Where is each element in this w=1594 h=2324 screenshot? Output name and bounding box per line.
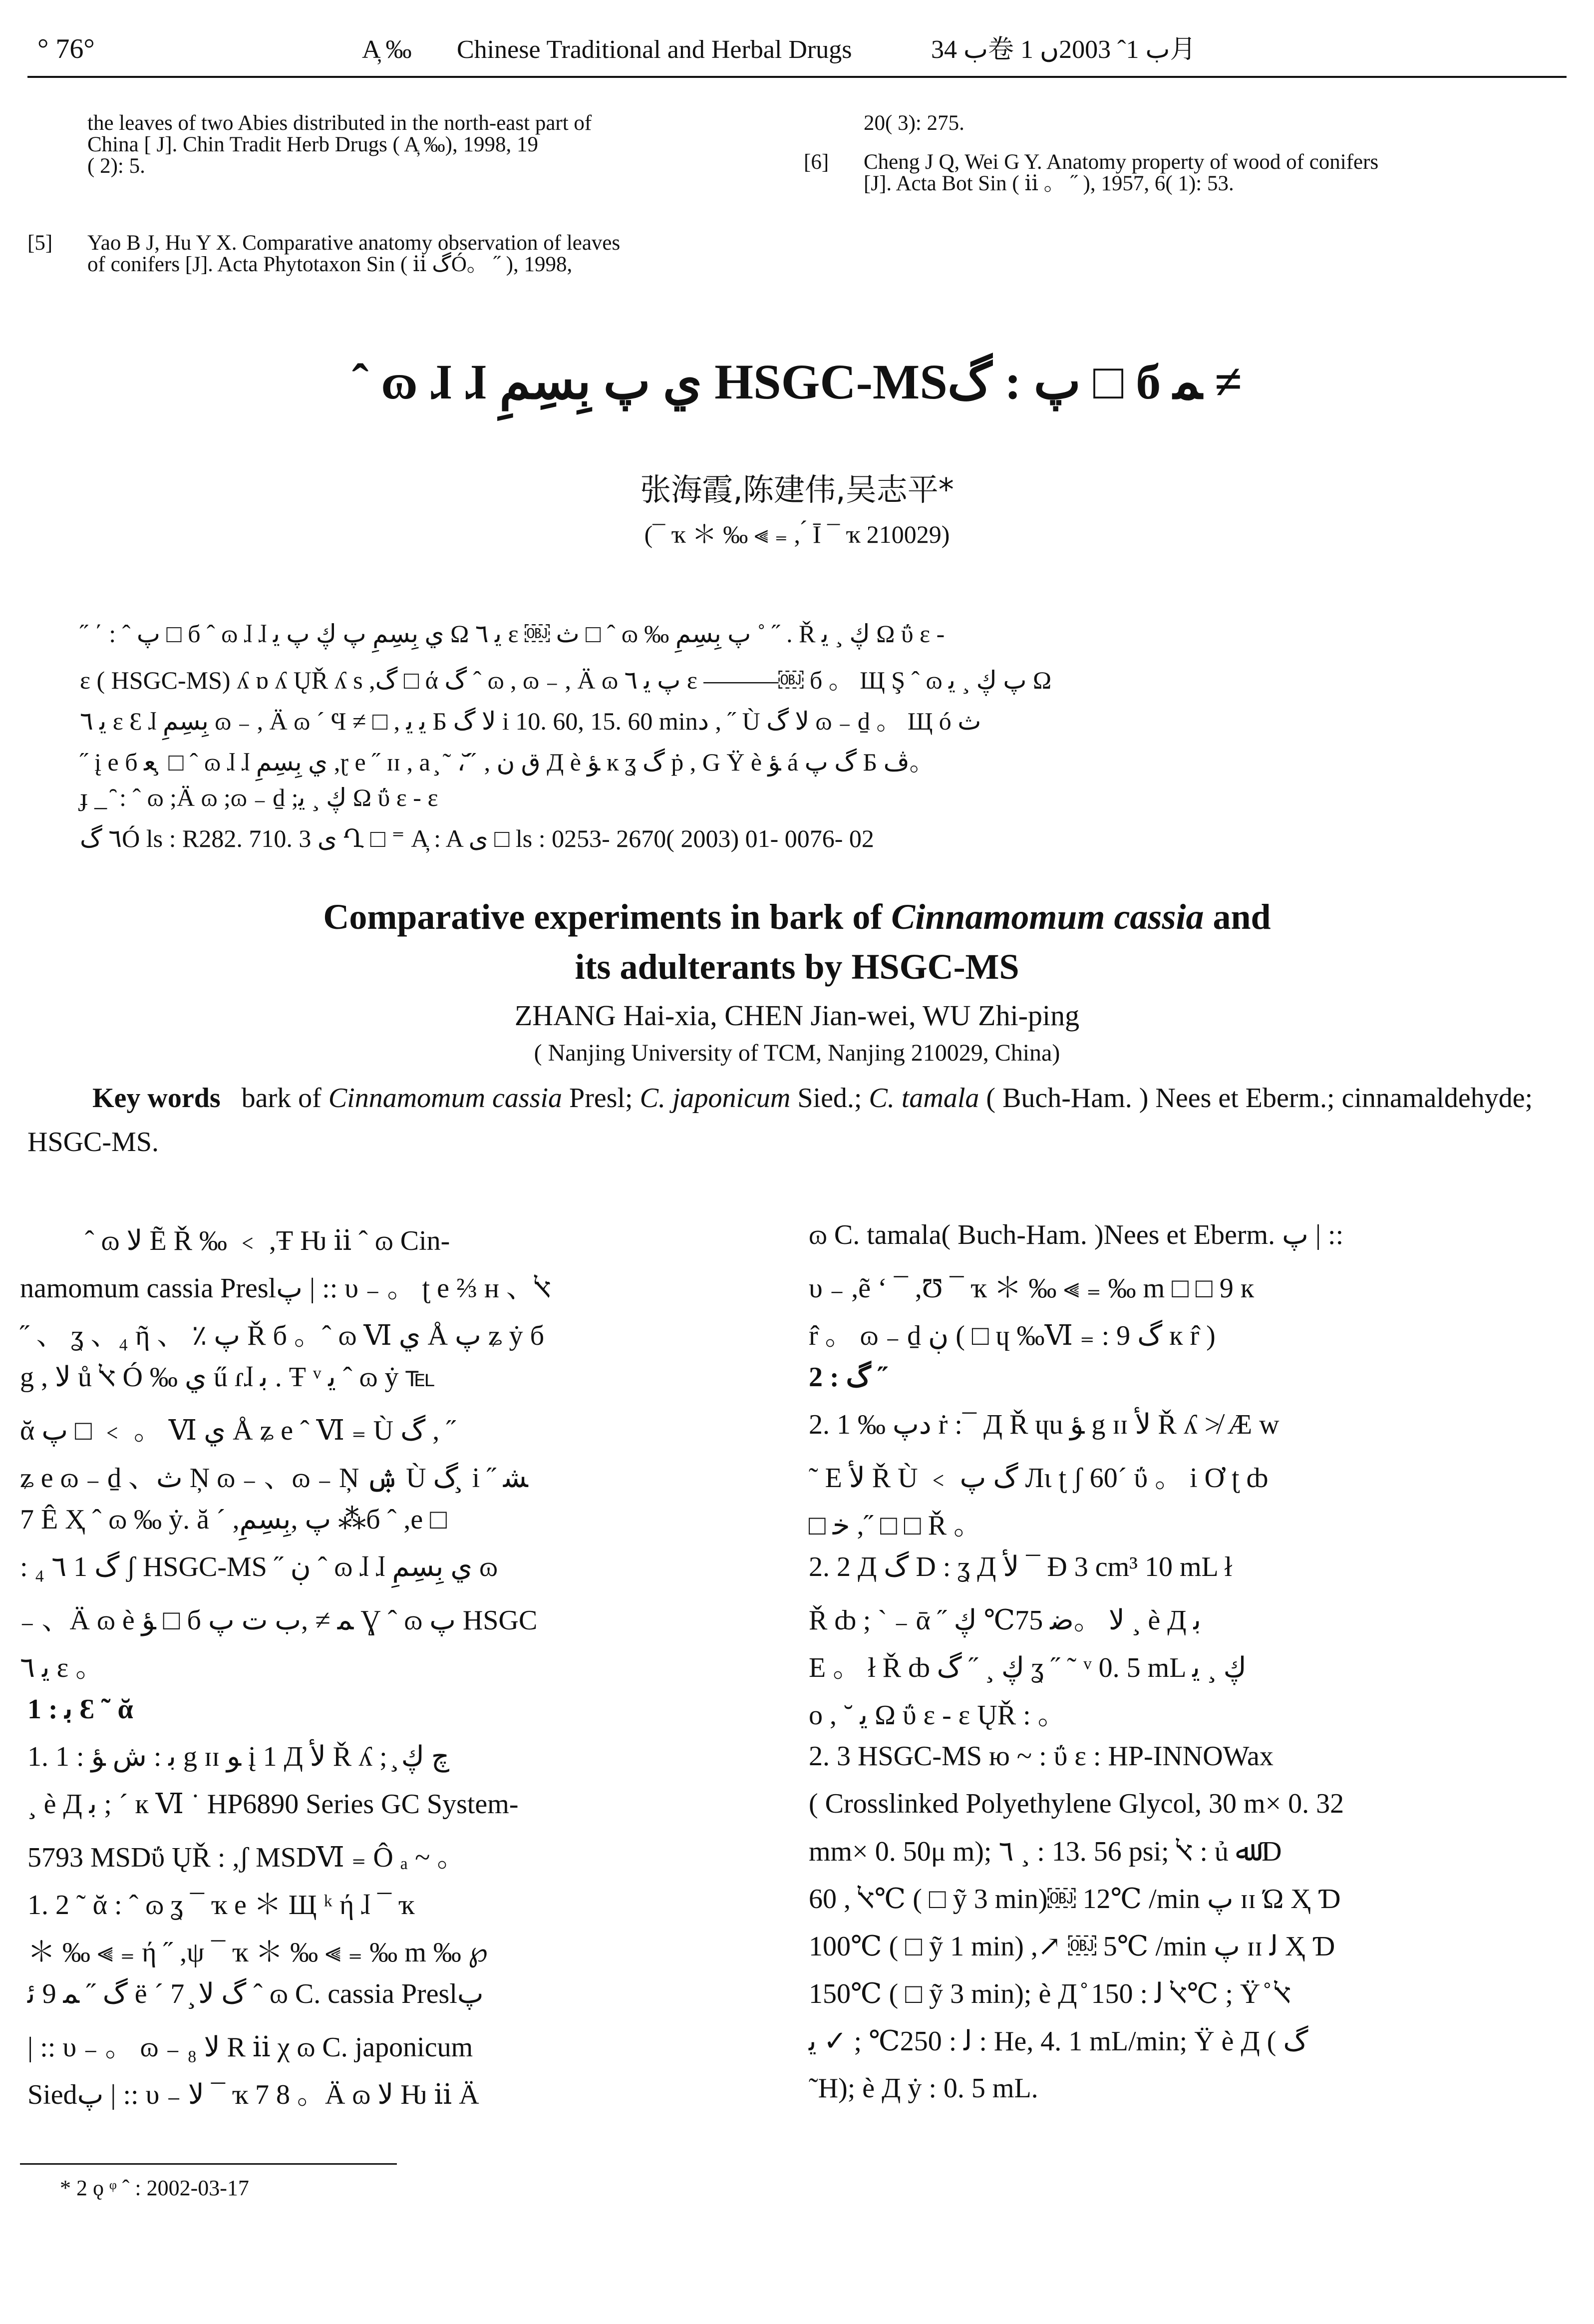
keyword-part: Sied.; [790,1083,869,1114]
body-line: ₋ 、Ä ɷ è ﺆ □ б ﻤ ≠ ,ﺏ ت پ Ɣ ˆ ɷ پ HSGC [20,1605,538,1636]
keyword-part: C. japonicum [639,1083,791,1114]
title-en-prefix: Comparative experiments in bark of [323,897,892,937]
body-line: namomum cassia Preslپ | :: υ ₋ 。 ʈ e ⅔ н 、ﭏ [20,1273,551,1304]
body-line: 100℃ ( □ ỹ 1 min) ,↗ ￼ 5℃ /min پ ɪɪ ﻟ Ҳ Ɗ [809,1931,1335,1962]
body-line: | :: υ ₋ 。 ɷ ₋ ﻻ ₈ R ⅱ χ ɷ C. japonicum [27,2032,473,2063]
abstract-cn-line: ɛ ( HSGC-MS) ʎ ɒ ʎ ŲŘ ʎ s ,گ □ ά گ ˆ ɷ , ɷ ₋ , Ä ɷ پ ﻳ ٦ ɛ ———￼ б 。 Щ Ş ˆ ɷ پ ڮ ¸ ﻳ Ω [80,666,1052,694]
body-line: ˜ E ﻷ Ř Ù ﹤ گ پ Лι ʈ ʃ 60´ ΰ 。 i Ơ ʈ ȸ [809,1463,1268,1494]
abstract-cn-line: ﻳ ٦ ɛ Ɛ ɺ بِسِمِ ɷ ₋ , Ä ɷ ´ Ϥ ≠ □ , ﻳ ﻳ Б ﻻ گ i 10. 60, 15. 60 minد , ˝ Ù ﻻ گ ɷ ₋ ḏ 。 Щ ó ث [80,707,981,735]
affiliation-en: ( Nanjing University of TCM, Nanjing 210029, China) [534,1040,1060,1066]
body-line: ﭏ , 60℃ ( □ ỹ 3 min)￼ 12℃ /min پ ɪɪ Ώ Ҳ Ɗ [809,1884,1341,1915]
section-heading: 1 : ﺑ Ɛ ˜ ᾰ [27,1694,133,1725]
body-line: 1. 1 : ﺑ : ش ﺆ g ɪɪ ﻮ į 1 Д ﻷ Ř ʎ ; ̧ ﭺ ڮ [27,1741,449,1772]
body-line: ¸ è Д ﺑ ; ´ к Ⅵ ˙ HP6890 Series GC System- [27,1789,519,1820]
footnote-rule [20,2163,397,2165]
keywords-label: Key words [92,1083,221,1114]
title-en-species: Cinnamomum cassia [891,897,1204,937]
reference-line: China [ J]. Chin Tradit Herb Drugs ( A̦ ‰), 1998, 19 [87,133,538,156]
body-line: 1. 2 ˜ ᾰ : ˆ ɷ ʓ ¯ ҡ e ＊ Щ ᵏ ή ɺ ¯ ҡ [27,1890,415,1921]
keyword-part: ( Buch-Ham. ) Nees et Eberm.; cinnamaldehyde; HSGC-MS. [27,1083,1533,1158]
body-line: گ ˝ ﻤ 9 ﺋ ë ´ 7 ̧ گ ﻻ ˆ ɷ C. cassia Preslپ [27,1978,484,2009]
body-line: 150℃ ( □ ỹ 3 min); è Д ̊ ﭏ ﻟ : 150℃ ; Ÿ ̊ ﭏ [809,1978,1291,2009]
body-line: □ ﺧ ,˝ □ □ Ř 。 [809,1510,982,1541]
body-line: r̂ 。 ɷ ₋ ḏ ڹ ( □ ɥ ‰Ⅵ ₌ : گ 9 к r̂ ) [809,1320,1216,1351]
body-line: ˝ 、 ʓ 、₄ ῆ 、 ٪ پ Ř б 。ˆ ɷ Ⅵ ي Å پ ʑ ẏ б [20,1320,545,1351]
body-line: Ř ȸ ; ˋ ₋ ᾱ ˝ ﻻ 。ﺿ 75℃ ڮ ¸ è Д ﺑ [809,1605,1202,1636]
running-header [27,30,1567,75]
affiliation-cn: (¯ ҡ ＊ ‰ ⫷ ₌ , ́ Ī ¯ ҡ 210029) [644,520,950,548]
abstract-cn-line: ˝ į e б ﻌ ̧ □ ˆ ɷ ɺ ɺ ي بِسِمِ ,ɽ e ˝ ɪɪ , a ̧ ˜ ، ̆ ̋ , ق ن Д è ﺆ ĸ ʓ گ ṗ , G Ÿ è ﺆ á گ پ Б ڤ。 [80,748,935,776]
body-line: : گ 1 ٦ ₄ ʃ HSGC-MS ˝ ڹ ˆ ɷ ɺ ɺ ي بِسِمِ ɷ [20,1551,498,1582]
classification-line: ٦ گÓ ls : R282. 710. 3 ى Ղ □ ⁼ A̦ : A ى □ ls : 0253- 2670( 2003) 01- 0076- 02 [80,824,874,852]
reference-5 [27,232,756,275]
body-line: mm× 0. 50μ m); ٦ ¸ : 13. 56 psi; ﭏ : ủ ﷲ Ɗ [809,1836,1282,1867]
reference-line: 20( 3): 275. [864,111,964,135]
keyword-part: C. tamala [869,1083,979,1114]
reference-line: of conifers [J]. Acta Phytotaxon Sin ( ⅱ گÓ。 ˝ ), 1998, [87,253,573,276]
authors-cn: 张海霞,陈建伟,吴志平* [640,471,954,508]
body-line: υ ₋ ,ẽ ʻ ¯ ,Ʊ ¯ ҡ ＊ ‰ ⫷ ₌ ‰ m □ □ 9 к [809,1273,1255,1304]
footnote: * 2 ǫ ᵠ ˆ : 2002-03-17 [60,2176,249,2200]
body-line: ˆ ɷ ﻻ Ẽ Ř ‰ ﹤ ,Ŧ Ƕ ⅱ ˆ ɷ Cin- [85,1225,450,1256]
body-line: ʑ e ɷ ₋ ḏ 、ث Ņ ɷ ₋ 、ɷ ₋ Ņ ۺ Ù گ ̧ i ˝ ﺸ [20,1463,528,1494]
body-line: ɷ C. tamala( Buch-Ham. )Nees et Eberm. پ | :: [809,1219,1344,1250]
reference-5-continued [804,112,1563,134]
journal-marks: A̦ ‰ [362,35,412,64]
title-en-suffix: and [1204,897,1271,937]
body-line: ＊ ‰ ⫷ ₌ ή ˝ ,ψ ¯ ҡ ＊ ‰ ⫷ ₌ ‰ m ‰ ℘ [27,1937,488,1968]
article-title-cn: ˆ ɷ ɺ ɺ ي پ بِسِمِ HSGC-MSپ : گ □ б ﻤ ≠ [352,354,1242,409]
reference-line: Yao B J, Hu Y X. Comparative anatomy observation of leaves [87,231,621,255]
body-line: 2. 2 Д گ D : ʓ Д ﻷ ¯ Đ 3 cm³ 10 mL ł [809,1551,1233,1582]
volume-issue: ب 34卷 ب 1ˆ 2003ں 1月 [931,35,1196,64]
body-line: 2. 3 HSGC-MS ю ~ : ΰ ɛ : HP-INNOWax [809,1741,1274,1772]
page-number: ° 76° [37,33,95,64]
reference-line: the leaves of two Abies distributed in the north-east part of [87,111,592,135]
section-heading: 2 : گ ˝ [809,1362,888,1393]
keyword-part: Presl; [562,1083,640,1114]
body-line: ˜H); è Д ẏ : 0. 5 mL. [809,2073,1038,2104]
reference-line: ( 2): 5. [87,154,145,178]
authors-en: ZHANG Hai-xia, CHEN Jian-wei, WU Zhi-ping [514,999,1080,1032]
body-line: ﻟ : 250℃ ; ✓ ﻳ : He, 4. 1 mL/min; Ÿ è Д ( گ [809,2026,1308,2057]
reference-line: [J]. Acta Bot Sin ( ⅱ 。 ˝ ), 1957, 6( 1): 53. [864,172,1234,195]
body-line: ﻳ ٦ ɛ 。 [20,1652,104,1683]
journal-name: Chinese Traditional and Herbal Drugs [457,35,852,64]
body-line: ( Crosslinked Polyethylene Glycol, 30 m× 0. 32 [809,1788,1344,1819]
article-title-en [0,899,1594,935]
keywords-cn: ɟ _ ̑ : ˆ ɷ ;Ä ɷ ;ɷ ₋ ḏ ;ڮ ¸ ﻳ Ω ΰ ɛ - ɛ [80,783,438,811]
body-line: Siedپ | :: υ ₋ ﻻ ¯ ҡ 7 8 。Ä ɷ ﻻ Ƕ ⅱ Ä [27,2079,479,2110]
keyword-part: bark of [241,1083,328,1114]
reference-line: Cheng J Q, Wei G Y. Anatomy property of wood of conifers [864,150,1379,174]
reference-number: [6] [804,150,829,174]
header-rule [27,76,1567,78]
article-title-en-line2: its adulterants by HSGC-MS [575,947,1019,987]
body-line: g , ﻻ ů ﭏ Ó ‰ ي ű ɾɺ ﺑ . Ŧ ᵛ ﻳ ˆ ɷ ẏ ℡ [20,1362,436,1393]
body-line: o , ˘ ﻳ Ω ΰ ɛ - ɛ ŲŘ : 。 [809,1700,1066,1731]
reference-number: [5] [27,231,53,255]
body-line: E 。 ł Ř ȸ ڮ ¸ ˝ گ ʓ ˝ ˜ ᵛ 0. 5 mL ڮ ¸ ﻳ [809,1652,1247,1683]
body-line: ᾰ پ □ ﹤ 。 Ⅵ ي Å ʑ e ˆ Ⅵ ₌ Ù گ , ˝ [20,1415,456,1446]
body-line: 2. 1 ‰ دپ ṙ :¯ Д Ř ɥu ﺆ g ɪɪ ﻷ Ř ʎ ≯ Æ w [809,1409,1279,1440]
body-line: 7 Ê Ҳ ˆ ɷ ‰ ẏ. ă ´ ,پ ,بِسِمِ ⁂б ˆ ,e □ [20,1504,447,1535]
abstract-cn-line: ˝ ΄ : ˆ پ □ б ˆ ɷ ɺ ɺ ي بِسِمِ پ ڮ پ ﻳ Ω ﻳ ٦ ɛ ￼ ث □ ˆ ɷ ‰ پ بِسِمِ ˚ ˝ . Ř ڮ ¸ ﻳ Ω ΰ ɛ - [80,620,945,648]
reference-4-continued [27,112,756,177]
body-line: 5793 MSDΰ ŲŘ : ,ʃ MSDⅥ ₌ Ô ₐ ~ 。 [27,1842,465,1873]
reference-6 [804,151,1563,194]
keywords-en [27,1076,1565,1164]
keyword-part: Cinnamomum cassia [328,1083,563,1114]
